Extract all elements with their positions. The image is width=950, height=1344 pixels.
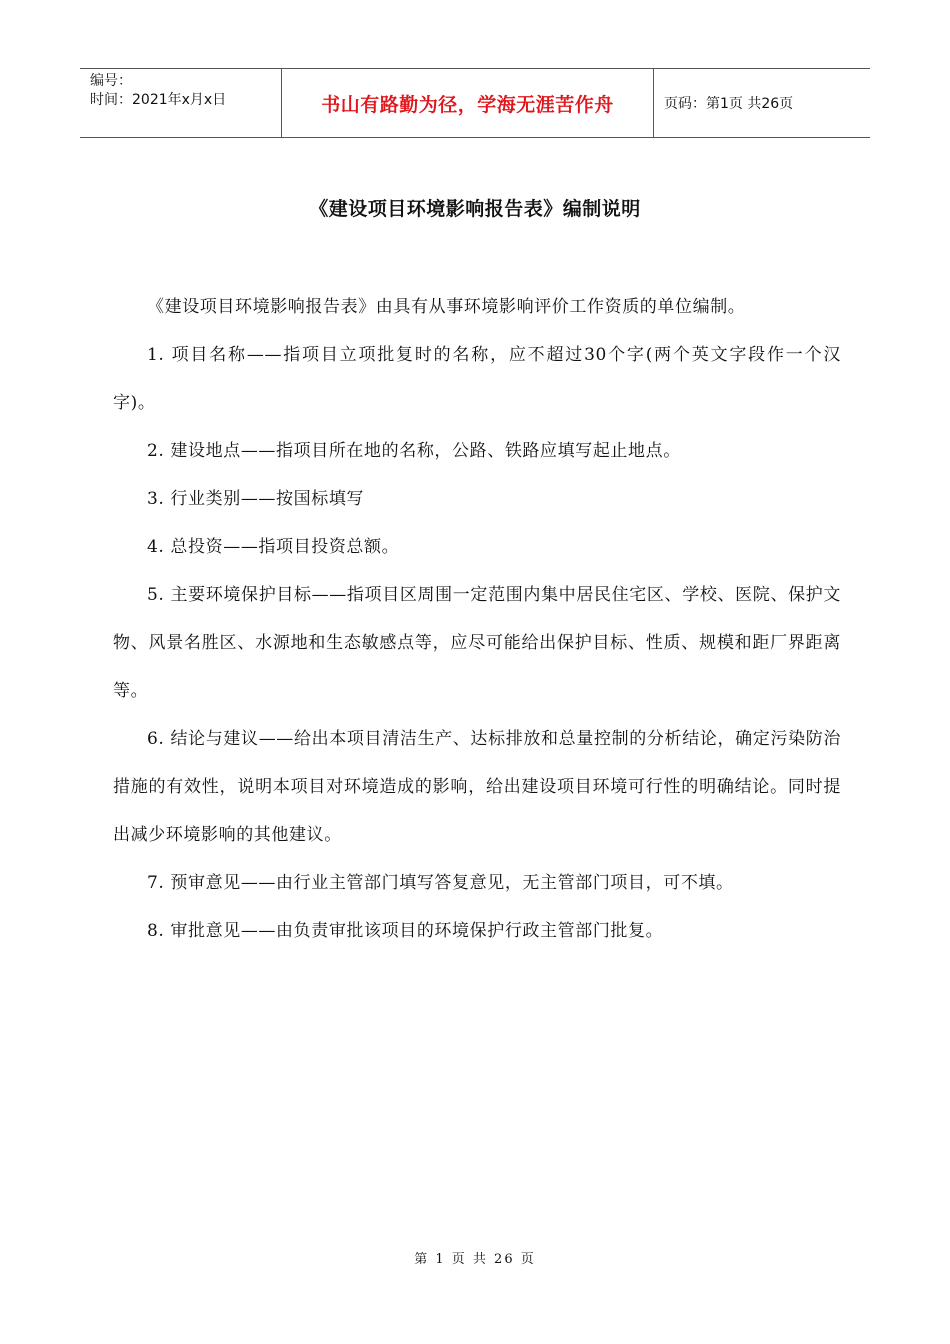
paragraph-intro: 《建设项目环境影响报告表》由具有从事环境影响评价工作资质的单位编制。	[147, 297, 746, 317]
document-body	[113, 283, 841, 955]
paragraph-item-2: 2. 建设地点——指项目所在地的名称，公路、铁路应填写起止地点。	[147, 441, 681, 461]
paragraph-item-7: 7. 预审意见——由行业主管部门填写答复意见，无主管部门项目，可不填。	[147, 873, 734, 893]
paragraph-item-5: 5. 主要环境保护目标——指项目区周围一定范围内集中居民住宅区、学校、医院、保护文物、风景名胜区、水源地和生态敏感点等，应尽可能给出保护目标、性质、规模和距厂界距离等。	[113, 585, 841, 701]
paragraph-item-6: 6. 结论与建议——给出本项目清洁生产、达标排放和总量控制的分析结论，确定污染防治措施的有效性，说明本项目对环境造成的影响，给出建设项目环境可行性的明确结论。同时提出减少环境影响的其他建议。	[113, 729, 841, 845]
header-page-info: 页码：第1页 共26页	[664, 96, 794, 112]
paragraph-item-4: 4. 总投资——指项目投资总额。	[147, 537, 400, 557]
page-footer: 第 1 页 共 26 页	[414, 1252, 536, 1267]
header-table	[80, 68, 870, 138]
paragraph-item-1: 1. 项目名称——指项目立项批复时的名称，应不超过30个字(两个英文字段作一个汉字)。	[113, 345, 841, 413]
paragraph-item-3: 3. 行业类别——按国标填写	[147, 489, 365, 509]
document-title: 《建设项目环境影响报告表》编制说明	[309, 198, 641, 220]
paragraph-item-8: 8. 审批意见——由负责审批该项目的环境保护行政主管部门批复。	[147, 921, 664, 941]
header-motto: 书山有路勤为径，学海无涯苦作舟	[281, 69, 654, 137]
header-meta-cell	[80, 69, 281, 137]
document-number-label: 编号：	[90, 73, 132, 89]
document-time-label: 时间：2021年x月x日	[90, 92, 227, 108]
